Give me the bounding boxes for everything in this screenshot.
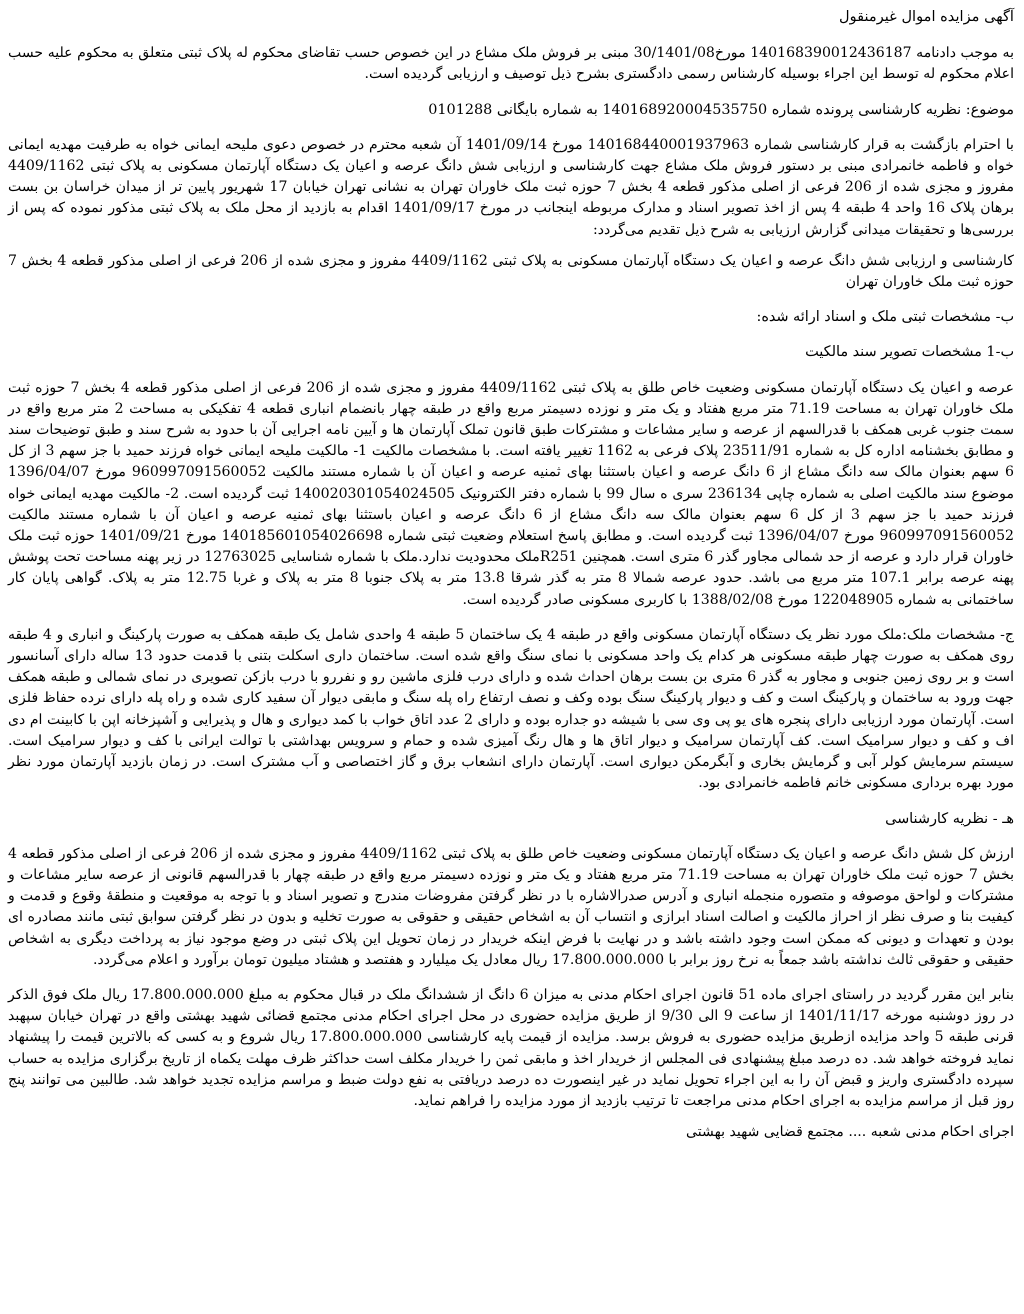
subject-line: موضوع: نظریه کارشناسی پرونده شماره 140168920004535750 به شماره بایگانی 0101288: [428, 101, 1014, 118]
section-expert-opinion-heading: هـ - نظریه کارشناسی: [885, 810, 1014, 827]
issuer-signature: اجرای احکام مدنی شعبه .... مجتمع قضایی شهید بهشتی: [686, 1124, 1014, 1141]
paragraph-scope: کارشناسی و ارزیابی شش دانگ عرصه و اعیان یک دستگاه آپارتمان مسکونی به پلاک ثبتی 4409/1162 مفروز و مجزی شده از 206 فرعی از اصلی مذکور قطعه 4 بخش 7 حوزه ثبت ملک خاوران تهران: [8, 252, 1014, 291]
paragraph-property-features: ج- مشخصات ملک:ملک مورد نظر یک دستگاه آپارتمان مسکونی واقع در طبقه 4 یک ساختمان 5 طبقه 4 واحدی شامل یک طبقه همکف به صورت پارکینگ و انباری و 4 طبقه روی همکف به صورت چهار طبقه مسکونی هر کدام یک واحد مسکونی با نمای سنگ واقع شده است. ساختمان داری اسکلت بتنی با قدمت حدود 13 ساله دارای آسانسور است و بر روی زمین جنوبی و مجاور به گذر 6 متری بن بست برهان احداث شده و دارای درب فلزی ماشین رو و نفررو با درب بازکن تصویری در نمای شمالی و طبقه همکف جهت ورود به ساختمان و پارکینگ است و کف و دیوار پارکینگ سنگ بوده وکف و نصف ارتفاع راه پله سنگ و مابقی دیوار آن سفید کاری شده و راه پله دارای نرده حفاظ فلزی است. آپارتمان مورد ارزیابی دارای پنجره های یو پی وی سی با شیشه دو جداره بوده و دارای 2 عدد اتاق خواب با کمد دیواری و هال و پذیرایی و آشپزخانه اپن با کابینت ام دی اف و کف و دیوار سرامیک است. کف آپارتمان سرامیک و دیوار اتاق ها و هال رنگ آمیزی شده و حمام و سرویس بهداشتی با توالت ایرانی با کف و دیوار سرامیک است. سیستم سرمایش کولر آبی و گرمایش بخاری و آبگرمکن دیواری است. آپارتمان دارای انشعاب برق و گاز اختصاصی و آب مشترک است. در زمان بازدید آپارتمان مورد نظر مورد بهره برداری مسکونی خانم فاطمه خانمرادی بود.: [8, 626, 1014, 792]
paragraph-valuation: ارزش کل شش دانگ عرصه و اعیان یک دستگاه آپارتمان مسکونی وضعیت خاص طلق به پلاک ثبتی 4409/1162 مفروز و مجزی شده از 206 فرعی از اصلی مذکور قطعه 4 بخش 7 حوزه ثبت ملک خاوران تهران به مساحت 71.19 متر مربع هفتاد و یک متر و نوزده دسیمتر مربع واقع در طبقه چهار با قدرالسهم قانونی از عرصه سایر مشاعات و مشترکات و لواحق موصوفه و متصوره منجمله انباری و آدرس صدرالاشاره با در نظر گرفتن مفروضات مندرج و تصویر اسناد و با توجه به موقعیت و منطقهٔ وقوع و قدمت و کیفیت بنا و صرف نظر از احراز مالکیت و اصالت اسناد ابرازی و انتساب آن به اشخاص حقیقی و حقوقی به صورت تخلیه و بدون در نظر گرفتن سوابق ثبتی مانند مصادره ای بودن و تعهدات و دیونی که ممکن است وجود داشته باشد و در نهایت با فرض اینکه خریدار در زمان تحویل این پلاک ثبتی در وضع موجود نیاز به پرداخت دیگری به اشخاص حقیقی و حقوقی ثالث نداشته باشد جمعاً به نرخ روز برابر با 17.800.000.000 ریال معادل یک میلیارد و هفتصد و هشتاد میلیون تومان برآورد و اعلام می‌گردد.: [8, 845, 1015, 968]
section-registry-heading: ب- مشخصات ثبتی ملک و اسناد ارائه شده:: [756, 309, 1014, 326]
section-deed-heading: ب-1 مشخصات تصویر سند مالکیت: [805, 344, 1014, 361]
notice-intro: به موجب دادنامه 140168390012436187 مورخ30/1401/08 مبنی بر فروش ملک مشاع در این خصوص حسب تقاضای محکوم له پلاک ثبتی متعلق به محکوم علیه حسب اعلام محکوم له توسط این اجراء بوسیله کارشناس رسمی دادگستری بشرح ذیل توصیف و ارزیابی گردیده است.: [8, 45, 1014, 83]
paragraph-auction-terms: بنابر این مقرر گردید در راستای اجرای ماده 51 قانون اجرای احکام مدنی به میزان 6 دانگ از ششدانگ ملک در قبال محکوم به مبلغ 17.800.000.000 ریال ملک فوق الذکر در روز دوشنبه مورخه 1401/11/17 از ساعت 9 الی 9/30 از طریق مزایده حضوری در محل اجرای احکام مدنی مجتمع قضائی شهید بهشتی واقع در تهران خیابان سپهبد قرنی طبقه 5 واحد مزایده ازطریق مزایده حضوری به فروش برسد. مزایده از قیمت پایه کارشناسی 17.800.000.000 ریال شروع و به کسی که بالاترین قیمت را پیشنهاد نماید فروخته خواهد شد. ده درصد مبلغ پیشنهادی فی المجلس از خریدار اخذ و مابقی ثمن را خریدار مکلف است حداکثر ظرف مهلت یکماه از تاریخ برگزاری مزایده به حساب سپرده دادگستری واریز و قبض آن را به این اجراء تحویل نماید در غیر اینصورت ده درصد دریافتی به نفع دولت ضبط و مراسم مزایده تجدید خواهد شد. طالبین می توانند پنج روز قبل از مراسم مزایده به اجرای احکام مدنی مراجعت تا ترتیب بازدید از مورد مزایده را فراهم نماید.: [8, 986, 1015, 1109]
notice-title: آگهی مزایده اموال غیرمنقول: [838, 8, 1014, 25]
paragraph-deed-details: عرصه و اعیان یک دستگاه آپارتمان مسکونی وضعیت خاص طلق به پلاک ثبتی 4409/1162 مفروز و مجزی شده از 206 فرعی از اصلی مذکور قطعه 4 بخش 7 حوزه ثبت ملک خاوران تهران به مساحت 71.19 متر مربع هفتاد و یک متر و نوزده دسیمتر مربع واقع در طبقه چهار بانضمام انباری قطعه 4 تفکیکی به مساحت 2 متر مربع واقع در سمت جنوب غربی همکف با قدرالسهم از عرصه و سایر مشاعات و مشترکات طبق قانون تملک آپارتمان ها و آیین نامه اجرایی آن با حدود به شرح سند و طبق توضیحات سند و مطابق بخشنامه اداره کل به شماره 23511/91 پلاک فرعی به 1162 تغییر یافته است. با مشخصات مالکیت 1- مالکیت ملیحه ایمانی خواه فرزند حمید با جز سهم 3 از کل 6 سهم بعنوان مالک سه دانگ مشاع از 6 دانگ عرصه و اعیان باستثنا بهای ثمنیه عرصه و اعیان آن با شماره مستند مالکیت 960997091560052 مورخ 1396/04/07 موضوع سند مالکیت اصلی به شماره چاپی 236134 سری ه سال 99 با شماره دفتر الکترونیک 140020301054024505 ثبت گردیده است. 2- مالکیت مهدیه ایمانی خواه فرزند حمید با جز سهم 3 از کل 6 سهم بعنوان مالک سه دانگ مشاع از 6 دانگ عرصه و اعیان باستثنا بهای ثمنیه عرصه و اعیان آن با شماره مستند مالکیت 960997091560052 مورخ 1396/04/07 ثبت گردیده است. و مطابق پاسخ استعلام وضعیت ثبتی شماره 140185601054026698 مورخ 1401/09/21 حوزه ثبت ملک خاوران قرار دارد و عرصه از حد شمالی مجاور گذر 6 متری است. همچنین R251ملک محدودیت ندارد.ملک با شماره شناسایی 12763025 در زیر پهنه مساحت تحت پوشش پهنه عرصه برابر 107.1 متر مربع می باشد. حدود عرصه شمالا 8 متر به گذر شرقا 13.8 متر به پلاک جنوبا 8 متر به پلاک و غربا 12.75 متر به پلاک. گواهی پایان کار ساختمانی به شماره 122048905 مورخ 1388/02/08 با کاربری مسکونی صادر گردیده است.: [8, 379, 1015, 608]
paragraph-assignment: با احترام بازگشت به قرار کارشناسی شماره 140168440001937963 مورخ 1401/09/14 آن شعبه محترم در خصوص دعوی ملیحه ایمانی خواه به طرفیت مهدیه ایمانی خواه و فاطمه خانمرادی مبنی بر دستور فروش ملک مشاع جهت کارشناسی و ارزیابی شش دانگ عرصه و اعیان یک دستگاه آپارتمان مسکونی به پلاک ثبتی 4409/1162 مفروز و مجزی شده از 206 فرعی از اصلی مذکور قطعه 4 بخش 7 حوزه ثبت ملک خاوران تهران به نشانی تهران خیابان 17 شهریور پایین تر از میدان خراسان بن بست برهان پلاک 16 واحد 4 طبقه 4 پس از اخذ تصویر اسناد و مدارک مربوطه اینجانب در مورخ 1401/09/17 اقدام به بازدید از محل ملک به پلاک ثبتی مذکور نموده که پس از بررسی‌ها و تحقیقات میدانی گزارش ارزیابی به شرح ذیل تقدیم می‌گردد:: [8, 136, 1015, 238]
